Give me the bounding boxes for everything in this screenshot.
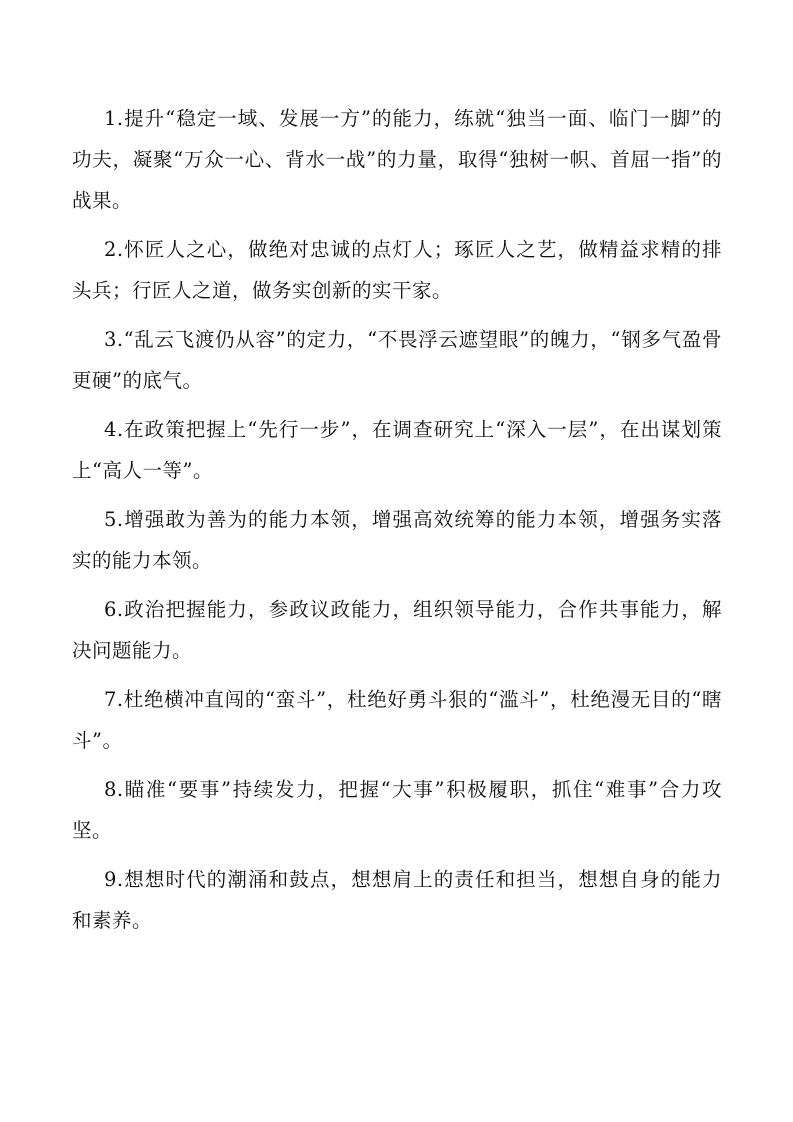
paragraph-6: 6.政治把握能力，参政议政能力，组织领导能力，合作共事能力，解决问题能力。 bbox=[72, 598, 722, 662]
paragraph-5: 5.增强敢为善为的能力本领，增强高效统筹的能力本领，增强务实落实的能力本领。 bbox=[72, 508, 722, 572]
paragraph-8: 8.瞄准“要事”持续发力，把握“大事”积极履职，抓住“难事”合力攻坚。 bbox=[72, 778, 722, 842]
paragraph-3: 3.“乱云飞渡仍从容”的定力，“不畏浮云遮望眼”的魄力，“钢多气盈骨更硬”的底气。 bbox=[72, 328, 722, 392]
paragraph-7: 7.杜绝横冲直闯的“蛮斗”，杜绝好勇斗狠的“滥斗”，杜绝漫无目的“瞎斗”。 bbox=[72, 688, 722, 752]
paragraph-1: 1.提升“稳定一域、发展一方”的能力，练就“独当一面、临门一脚”的功夫，凝聚“万众一心、背水一战”的力量，取得“独树一帜、首屈一指”的战果。 bbox=[72, 107, 722, 212]
paragraph-9: 9.想想时代的潮涌和鼓点，想想肩上的责任和担当，想想自身的能力和素养。 bbox=[72, 868, 722, 932]
paragraph-4: 4.在政策把握上“先行一步”，在调查研究上“深入一层”，在出谋划策上“高人一等”。 bbox=[72, 418, 722, 482]
document-body bbox=[72, 98, 722, 949]
paragraph-2: 2.怀匠人之心，做绝对忠诚的点灯人；琢匠人之艺，做精益求精的排头兵；行匠人之道，做务实创新的实干家。 bbox=[72, 238, 722, 302]
